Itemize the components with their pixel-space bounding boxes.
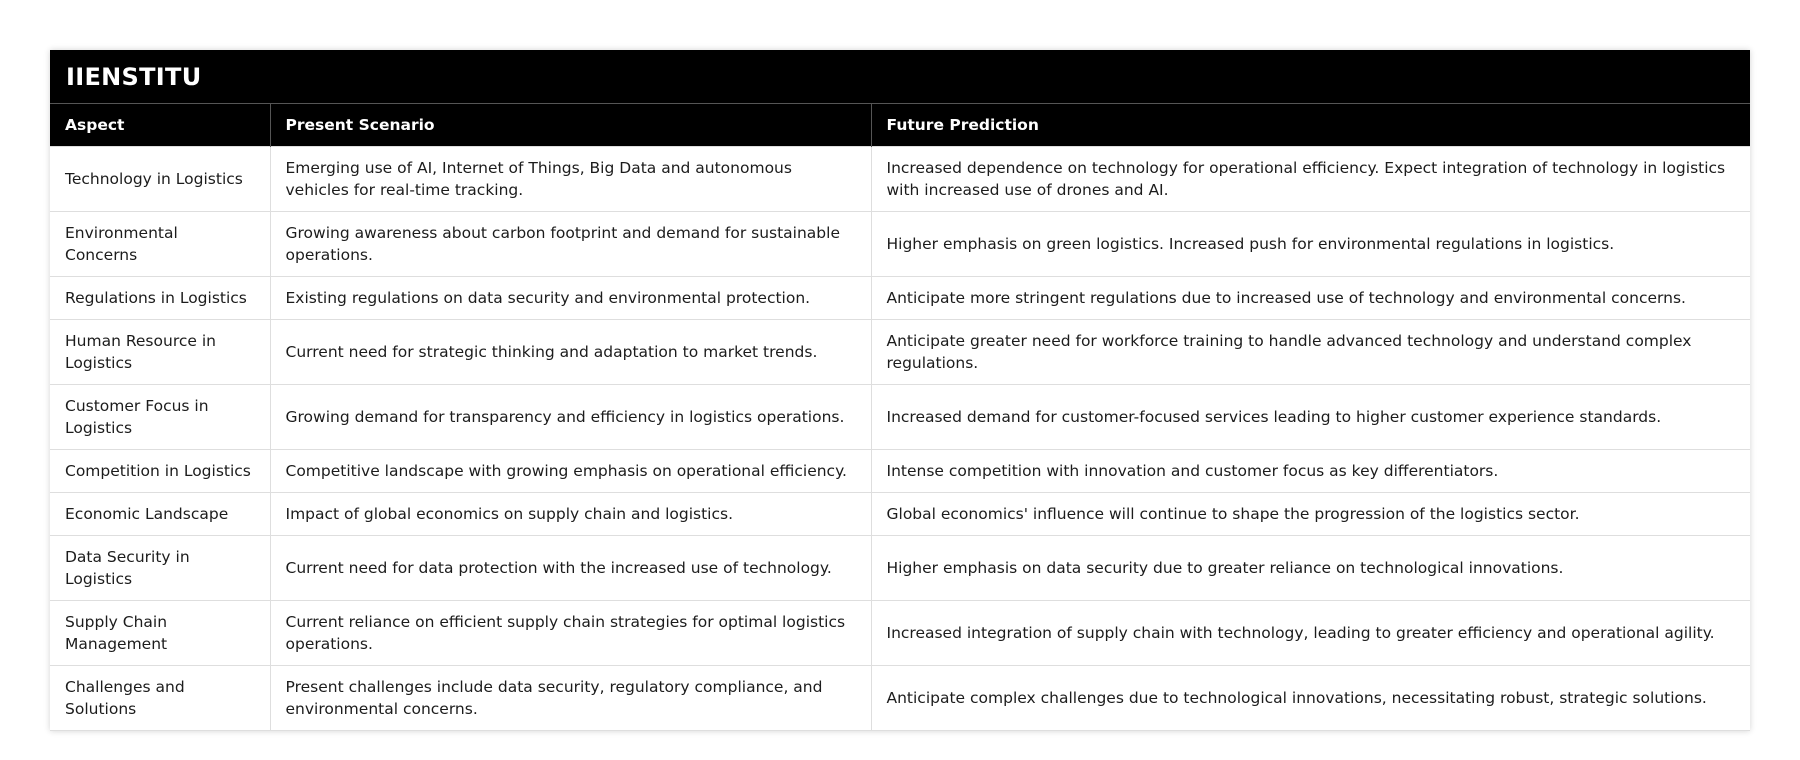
header-aspect: Aspect <box>50 104 270 147</box>
cell-aspect: Supply Chain Management <box>50 601 270 666</box>
header-row <box>50 104 1750 147</box>
cell-present-scenario: Emerging use of AI, Internet of Things, Big Data and autonomous vehicles for real-time tracking. <box>270 147 871 212</box>
table-row <box>50 320 1750 385</box>
table-row <box>50 536 1750 601</box>
header-present-scenario: Present Scenario <box>270 104 871 147</box>
table-row <box>50 493 1750 536</box>
cell-future-prediction: Intense competition with innovation and customer focus as key differentiators. <box>871 450 1750 493</box>
cell-future-prediction: Anticipate more stringent regulations due to increased use of technology and environmental concerns. <box>871 277 1750 320</box>
table-body <box>50 147 1750 731</box>
cell-present-scenario: Competitive landscape with growing emphasis on operational efficiency. <box>270 450 871 493</box>
cell-aspect: Economic Landscape <box>50 493 270 536</box>
table-row <box>50 385 1750 450</box>
cell-future-prediction: Anticipate complex challenges due to technological innovations, necessitating robust, strategic solutions. <box>871 666 1750 731</box>
cell-present-scenario: Present challenges include data security, regulatory compliance, and environmental concerns. <box>270 666 871 731</box>
table-title: IIENSTITU <box>50 50 1750 104</box>
cell-aspect: Technology in Logistics <box>50 147 270 212</box>
cell-present-scenario: Impact of global economics on supply chain and logistics. <box>270 493 871 536</box>
cell-aspect: Customer Focus in Logistics <box>50 385 270 450</box>
cell-future-prediction: Anticipate greater need for workforce training to handle advanced technology and understand complex regulations. <box>871 320 1750 385</box>
cell-future-prediction: Increased integration of supply chain with technology, leading to greater efficiency and operational agility. <box>871 601 1750 666</box>
table-row <box>50 601 1750 666</box>
cell-present-scenario: Growing demand for transparency and efficiency in logistics operations. <box>270 385 871 450</box>
cell-aspect: Human Resource in Logistics <box>50 320 270 385</box>
table-container <box>50 50 1750 731</box>
table-header <box>50 104 1750 147</box>
cell-aspect: Environmental Concerns <box>50 212 270 277</box>
cell-present-scenario: Existing regulations on data security and environmental protection. <box>270 277 871 320</box>
cell-present-scenario: Current need for strategic thinking and adaptation to market trends. <box>270 320 871 385</box>
cell-present-scenario: Growing awareness about carbon footprint and demand for sustainable operations. <box>270 212 871 277</box>
cell-aspect: Regulations in Logistics <box>50 277 270 320</box>
cell-aspect: Challenges and Solutions <box>50 666 270 731</box>
cell-future-prediction: Increased demand for customer-focused services leading to higher customer experience standards. <box>871 385 1750 450</box>
cell-future-prediction: Increased dependence on technology for operational efficiency. Expect integration of technology in logistics with increased use of drones and AI. <box>871 147 1750 212</box>
table-row <box>50 147 1750 212</box>
table-row <box>50 450 1750 493</box>
cell-aspect: Competition in Logistics <box>50 450 270 493</box>
cell-future-prediction: Higher emphasis on data security due to greater reliance on technological innovations. <box>871 536 1750 601</box>
cell-present-scenario: Current need for data protection with the increased use of technology. <box>270 536 871 601</box>
cell-aspect: Data Security in Logistics <box>50 536 270 601</box>
cell-future-prediction: Higher emphasis on green logistics. Increased push for environmental regulations in logistics. <box>871 212 1750 277</box>
table-row <box>50 277 1750 320</box>
table-row <box>50 212 1750 277</box>
header-future-prediction: Future Prediction <box>871 104 1750 147</box>
table-row <box>50 666 1750 731</box>
cell-future-prediction: Global economics' influence will continue to shape the progression of the logistics sector. <box>871 493 1750 536</box>
cell-present-scenario: Current reliance on efficient supply chain strategies for optimal logistics operations. <box>270 601 871 666</box>
comparison-table <box>50 104 1750 731</box>
